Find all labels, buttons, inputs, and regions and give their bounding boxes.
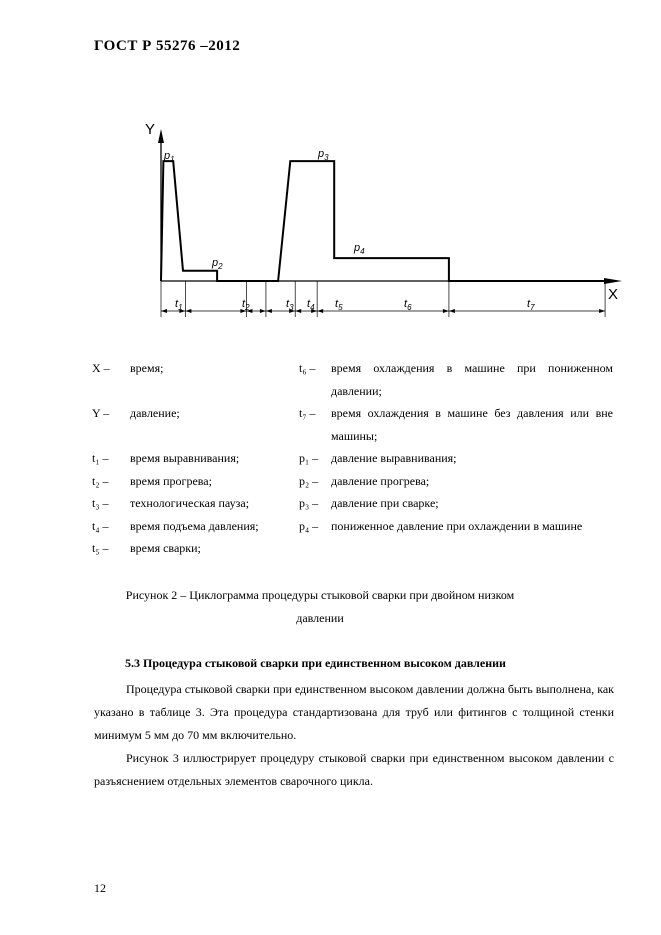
- legend-symbol: t₃ –: [92, 496, 109, 510]
- legend-description: время подъема давления;: [130, 518, 259, 533]
- legend-item: [92, 402, 292, 425]
- time-interval-arrowhead: [266, 309, 272, 313]
- cyclogram-chart: [130, 115, 630, 330]
- legend-symbol: t₂ –: [92, 473, 109, 488]
- time-interval-arrowhead: [599, 309, 605, 313]
- legend-symbol: p₂ –: [299, 473, 319, 488]
- time-interval-arrowhead: [317, 309, 323, 313]
- legend-item: [299, 470, 613, 493]
- time-label-t3: $t_3$: [286, 298, 294, 312]
- legend-description: давление;: [130, 406, 180, 420]
- legend-item: [299, 447, 613, 470]
- legend-item: [92, 492, 292, 515]
- pressure-label-p3: $p_3$: [318, 148, 329, 162]
- legend-description: давление при сварке;: [331, 496, 439, 510]
- document-header: ГОСТ Р 55276 –2012: [94, 38, 241, 54]
- x-axis-arrow: [604, 278, 622, 284]
- body-paragraph: Рисунок 3 иллюстрирует процедуру стыковой сварки при единственном высоком давлении с разъяснением отдельных элементов сварочного цикла.: [94, 751, 614, 788]
- legend-description: давление прогрева;: [331, 473, 430, 488]
- time-interval-arrowhead: [295, 309, 301, 313]
- legend-symbol: X –: [92, 361, 110, 375]
- legend-description: время;: [130, 361, 164, 375]
- pressure-curve: [161, 161, 605, 281]
- time-interval-arrowhead: [161, 309, 167, 313]
- y-axis-label: Y: [145, 121, 156, 138]
- time-label-t2: $t_2$: [242, 298, 250, 312]
- legend-item: [92, 537, 292, 560]
- legend-item: [92, 447, 292, 470]
- time-label-t4: $t_4$: [307, 298, 315, 312]
- legend-item: [299, 402, 613, 447]
- legend-symbol: Y –: [92, 406, 110, 420]
- legend-item: [299, 515, 613, 538]
- legend-symbol: t₆ –: [299, 361, 316, 375]
- time-label-t1: $t_1$: [175, 298, 183, 312]
- section-heading: 5.3 Процедура стыковой сварки при единственном высоком давлении: [125, 656, 506, 670]
- legend-symbol: p₁ –: [299, 451, 319, 465]
- x-axis-label: X: [608, 286, 619, 303]
- time-label-t5: $t_5$: [335, 298, 343, 312]
- body-paragraph: Процедура стыковой сварки при единственном высоком давлении должна быть выполнена, как указано в таблице 3. Эта процедура стандартизована для труб или фитингов с толщиной стенки минимум 5 мм до 70 мм включительно.: [94, 682, 614, 742]
- legend-description: давление выравнивания;: [331, 451, 457, 465]
- figure-caption: Рисунок 2 – Циклограмма процедуры стыковой сварки при двойном низком давлении: [125, 588, 515, 625]
- legend-item: [92, 515, 292, 538]
- time-interval-arrowhead: [449, 309, 455, 313]
- legend-description: пониженное давление при охлаждении в машине: [331, 518, 583, 533]
- time-label-t6: $t_6$: [404, 298, 412, 312]
- legend-description: технологическая пауза;: [130, 496, 250, 510]
- legend-description: время охлаждения в машине без давления или вне машины;: [331, 406, 613, 443]
- legend-symbol: p₃ –: [299, 496, 319, 510]
- legend-left-column: [92, 357, 292, 560]
- time-label-t7: $t_7$: [527, 298, 535, 312]
- legend-symbol: t₅ –: [92, 541, 109, 555]
- legend-description: время выравнивания;: [130, 451, 240, 465]
- page-number: 12: [94, 881, 106, 895]
- legend-symbol: t₄ –: [92, 518, 109, 533]
- legend-symbol: p₄ –: [299, 518, 319, 533]
- pressure-label-p1: $p_1$: [164, 150, 175, 164]
- legend-description: время охлаждения в машине при пониженном давлении;: [331, 361, 613, 398]
- pressure-label-p4: $p_4$: [354, 242, 365, 256]
- legend-description: время прогрева;: [130, 473, 212, 488]
- pressure-label-p2: $p_2$: [212, 257, 223, 271]
- legend-item: [92, 470, 292, 493]
- legend-symbol: t₇ –: [299, 406, 316, 420]
- legend-item: [299, 357, 613, 402]
- legend-symbol: t₁ –: [92, 451, 109, 465]
- time-interval-arrowhead: [185, 309, 191, 313]
- time-boundary-ticks: [161, 281, 605, 317]
- welding-cyclogram-figure: [130, 115, 630, 330]
- y-axis-arrow: [158, 129, 164, 143]
- legend-item: [92, 357, 292, 380]
- legend-item: [299, 492, 613, 515]
- time-interval-arrowhead: [443, 309, 449, 313]
- legend-right-column: [299, 357, 613, 537]
- time-interval-arrowhead: [260, 309, 266, 313]
- legend-description: время сварки;: [130, 541, 201, 555]
